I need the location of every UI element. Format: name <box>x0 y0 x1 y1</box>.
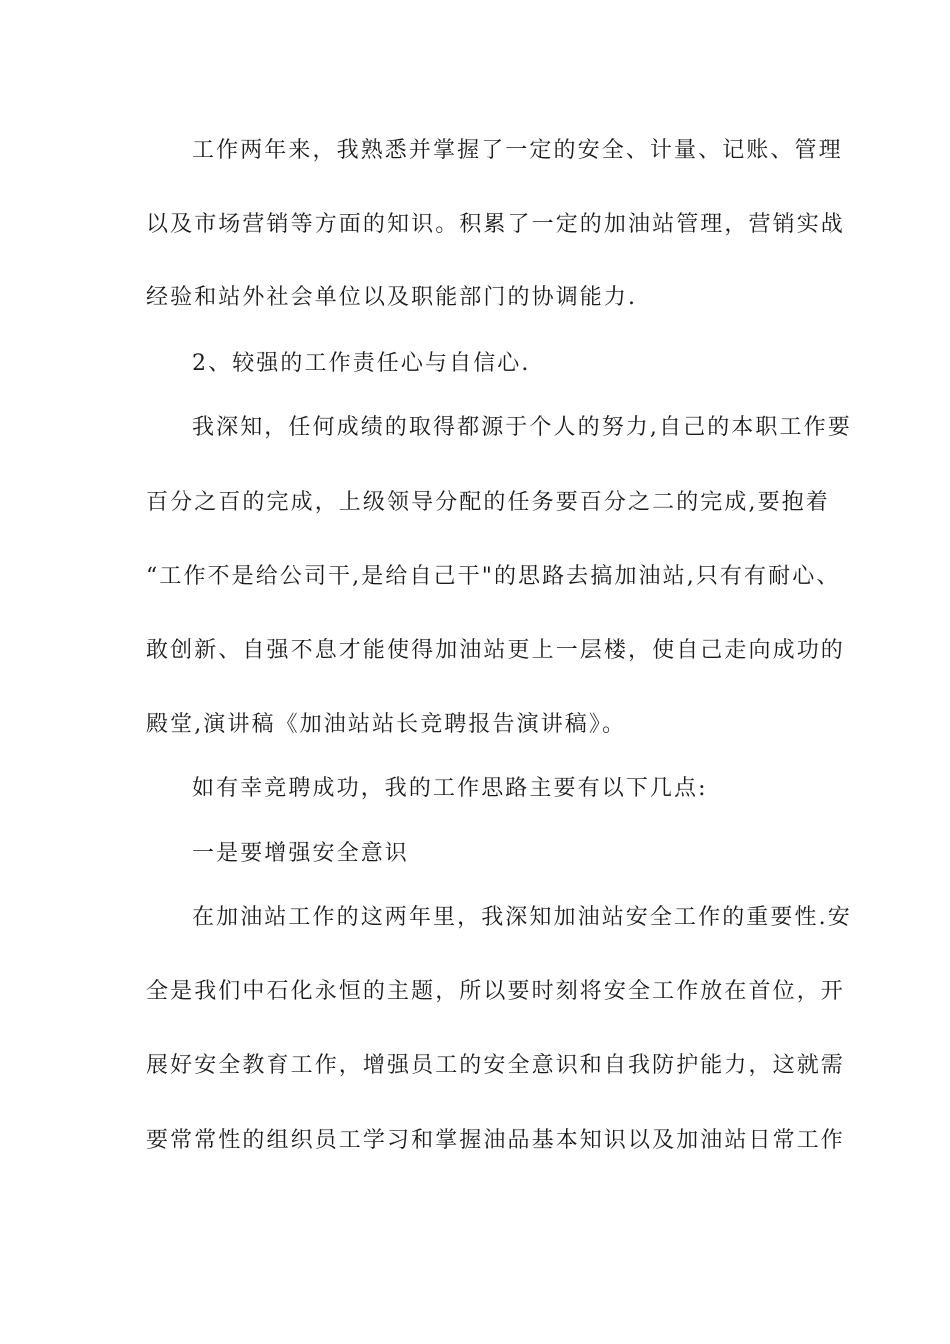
paragraph-line: 全是我们中石化永恒的主题，所以要时刻将安全工作放在首位，开 <box>146 979 845 1004</box>
paragraph-line: 经验和站外社会单位以及职能部门的协调能力. <box>146 285 638 310</box>
paragraph-line: 工作两年来，我熟悉并掌握了一定的安全、计量、记账、管理 <box>192 138 843 163</box>
section-heading: 一是要增强安全意识 <box>192 841 409 866</box>
paragraph-line: 在加油站工作的这两年里，我深知加油站安全工作的重要性.安 <box>192 905 852 930</box>
paragraph-line: 展好安全教育工作，增强员工的安全意识和自我防护能力，这就需 <box>146 1053 845 1078</box>
paragraph-line: 百分之百的完成，上级领导分配的任务要百分之二的完成,要抱着 <box>146 490 830 515</box>
section-heading: 2、较强的工作责任心与自信心. <box>192 351 531 376</box>
paragraph-line: 以及市场营销等方面的知识。积累了一定的加油站管理，营销实战 <box>146 212 845 237</box>
paragraph-line: 如有幸竞聘成功，我的工作思路主要有以下几点: <box>192 776 708 801</box>
paragraph-line: 要常常性的组织员工学习和掌握油品基本知识以及加油站日常工作 <box>146 1128 845 1153</box>
paragraph-line: 敢创新、自强不息才能使得加油站更上一层楼，使自己走向成功的 <box>146 638 845 663</box>
paragraph-line: 我深知，任何成绩的取得都源于个人的努力,自己的本职工作要 <box>192 415 852 440</box>
paragraph-line: 殿堂,演讲稿《加油站站长竞聘报告演讲稿》。 <box>146 712 627 737</box>
paragraph-line: “工作不是给公司干,是给自己干"的思路去搞加油站,只有有耐心、 <box>146 564 841 589</box>
